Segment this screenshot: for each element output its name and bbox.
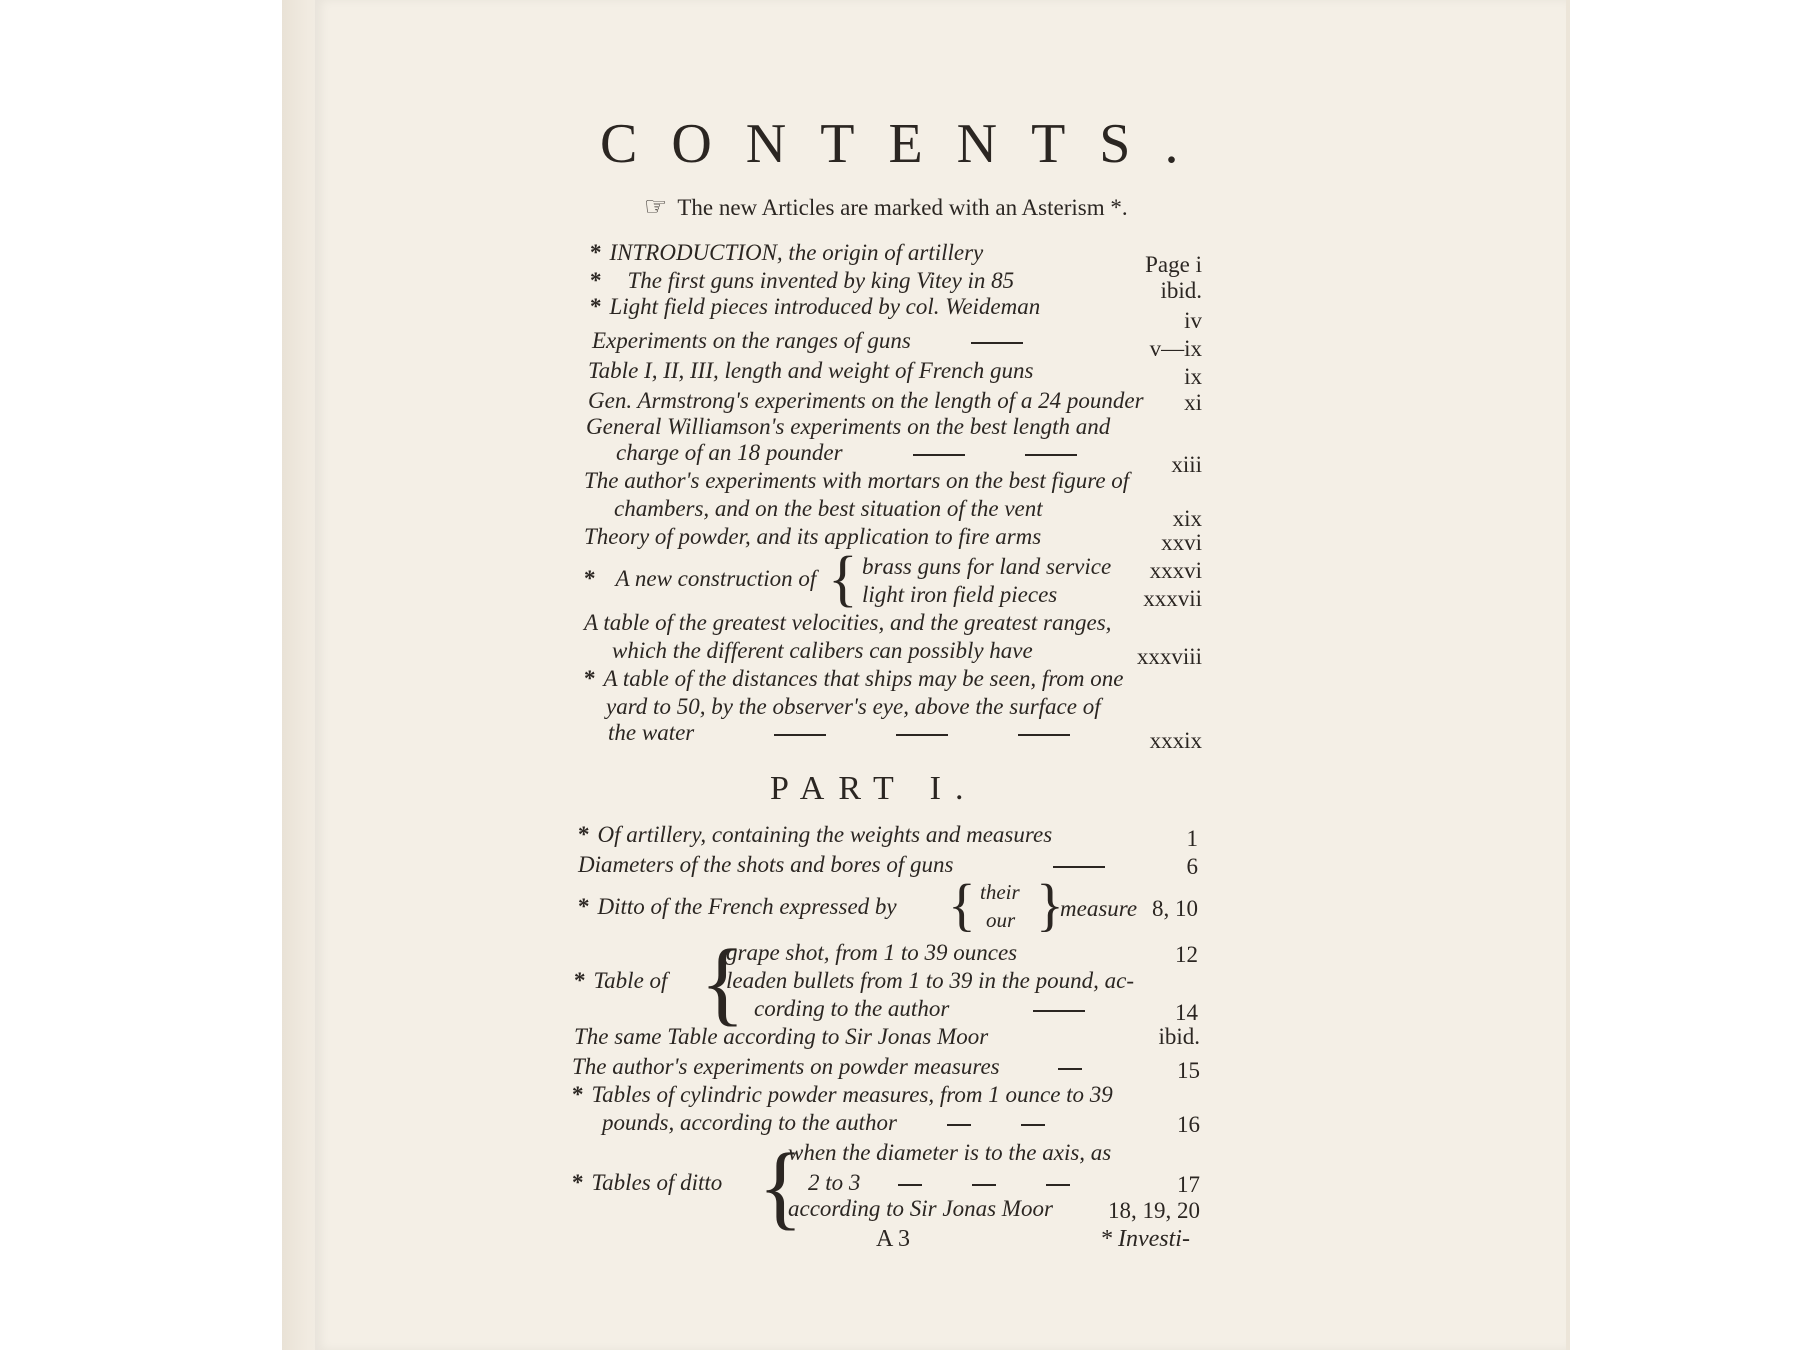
entry-text: A new construction of [615, 566, 817, 591]
toc-entry [616, 440, 1087, 466]
toc-subentry [788, 1140, 1111, 1166]
toc-entry [574, 1024, 988, 1050]
entry-text: INTRODUCTION, the origin of artillery [609, 240, 984, 265]
entry-text: The author's experiments on powder measures [572, 1054, 1000, 1079]
entry-page: ibid. [1160, 278, 1202, 303]
leader-dash [1018, 734, 1070, 736]
entry-text: Ditto of the French expressed by [597, 894, 897, 919]
entry-text: brass guns for land service [862, 554, 1112, 579]
toc-entry: * A new construction of [584, 566, 817, 591]
leader-dash [971, 342, 1023, 344]
entry-text: Diameters of the shots and bores of guns [578, 852, 954, 877]
toc-entry [612, 638, 1033, 664]
leader-dash [913, 454, 965, 456]
entry-text: 2 to 3 [808, 1170, 861, 1195]
entry-text: A table of the greatest velocities, and the greatest ranges, [584, 610, 1112, 635]
entry-page: 17 [1177, 1172, 1200, 1197]
entry-text: Theory of powder, and its application to fire arms [584, 524, 1042, 549]
entry-page: 18, 19, 20 [1108, 1198, 1200, 1223]
entry-page: 15 [1177, 1058, 1200, 1083]
curly-brace: { [700, 931, 746, 1035]
entry-page: xiii [1171, 452, 1202, 477]
toc-entry: * A table of the distances that ships may be seen, from one [584, 666, 1124, 691]
leader-dash [1021, 1124, 1045, 1126]
leader-dash [972, 1184, 996, 1186]
entry-text: cording to the author [754, 996, 950, 1021]
leader-dash [1033, 1010, 1085, 1012]
toc-entry [586, 414, 1110, 440]
toc-entry [584, 468, 1129, 494]
entry-text: Tables of ditto [591, 1170, 723, 1195]
toc-entry [588, 358, 1033, 384]
entry-page: xxxvi [1149, 558, 1202, 583]
entry-text: General Williamson's experiments on the best length and [586, 414, 1111, 439]
entry-page: xxxviii [1136, 644, 1202, 669]
toc-subentry [788, 1196, 1053, 1222]
toc-entry [608, 720, 1080, 746]
leader-dash [898, 1184, 922, 1186]
toc-subentry [862, 582, 1057, 608]
entry-page: 1 [1186, 826, 1198, 851]
asterism-note [644, 192, 1128, 222]
entry-page: xix [1172, 506, 1202, 531]
toc-entry: * Ditto of the French expressed by [578, 894, 897, 919]
entry-page: ix [1184, 364, 1202, 389]
entry-text: the water [608, 720, 695, 745]
entry-page: 6 [1186, 854, 1198, 879]
entry-page: 14 [1175, 1000, 1198, 1025]
leader-dash [1025, 454, 1077, 456]
entry-text: Gen. Armstrong's experiments on the length of a 24 pounder [588, 388, 1144, 413]
entry-text: Table I, II, III, length and weight of French guns [588, 358, 1034, 383]
leader-dash [1058, 1068, 1082, 1070]
entry-text: charge of an 18 pounder [616, 440, 843, 465]
toc-entry [572, 1054, 1092, 1080]
entry-text: pounds, according to the author [602, 1110, 897, 1135]
leader-dash [1053, 866, 1105, 868]
toc-subentry [754, 996, 1095, 1022]
toc-subentry [862, 554, 1111, 580]
leader-dash [896, 734, 948, 736]
toc-entry [578, 852, 1115, 878]
toc-subentry [808, 1170, 1080, 1196]
entry-page: Page i [1145, 252, 1202, 277]
entry-text: yard to 50, by the observer's eye, above the surface of [606, 694, 1101, 719]
toc-subentry: our [986, 908, 1016, 932]
entry-page: 12 [1175, 942, 1198, 967]
curly-brace: { [828, 545, 858, 613]
entry-page: 16 [1177, 1112, 1200, 1137]
toc-entry [592, 328, 1033, 354]
entry-page: iv [1184, 308, 1202, 333]
note-text: The new Articles are marked with an Asterism *. [677, 195, 1128, 220]
leader-dash [947, 1124, 971, 1126]
entry-text: Experiments on the ranges of guns [592, 328, 911, 353]
entry-page: xi [1184, 390, 1202, 415]
entry-page: xxxvii [1143, 586, 1202, 611]
toc-entry [588, 388, 1144, 414]
toc-entry [584, 524, 1041, 550]
curly-brace: } [1036, 872, 1064, 937]
leader-dash [774, 734, 826, 736]
entry-text: Tables of cylindric powder measures, from 1 ounce to 39 [591, 1082, 1113, 1107]
pointing-hand-icon: ☞ [644, 192, 668, 221]
toc-entry [602, 1110, 1055, 1136]
leader-dash [1046, 1184, 1070, 1186]
entry-text: leaden bullets from 1 to 39 in the pound, ac- [726, 968, 1134, 993]
toc-entry [614, 496, 1043, 522]
entry-text: grape shot, from 1 to 39 ounces [726, 940, 1018, 965]
toc-subentry: measure [1060, 896, 1138, 921]
entry-page: ibid. [1158, 1024, 1200, 1049]
entry-text: A table of the distances that ships may be seen, from one [603, 666, 1124, 691]
entry-text: The first guns invented by king Vitey in 85 [627, 268, 1015, 293]
entry-page: xxvi [1161, 530, 1202, 555]
curly-brace: { [948, 872, 976, 937]
entry-text: chambers, and on the best situation of the vent [614, 496, 1043, 521]
page-title: CONTENTS. [600, 113, 1213, 175]
page-edge [1566, 0, 1570, 1350]
toc-entry: * Table of [574, 968, 668, 993]
entry-text: light iron field pieces [862, 582, 1058, 607]
toc-entry: * INTRODUCTION, the origin of artillery [590, 240, 984, 265]
entry-text: The author's experiments with mortars on the best figure of [584, 468, 1130, 493]
entry-text: Light field pieces introduced by col. Weideman [609, 294, 1041, 319]
entry-text: which the different calibers can possibly have [612, 638, 1033, 663]
part-heading: PART I. [770, 770, 978, 807]
entry-text: Of artillery, containing the weights and measures [597, 822, 1053, 847]
toc-entry [584, 610, 1111, 636]
entry-text: according to Sir Jonas Moor [788, 1196, 1053, 1221]
entry-text: when the diameter is to the axis, as [788, 1140, 1112, 1165]
curly-brace: { [758, 1135, 804, 1239]
entry-text: The same Table according to Sir Jonas Moor [574, 1024, 989, 1049]
toc-entry: * Tables of cylindric powder measures, from 1 ounce to 39 [572, 1082, 1113, 1107]
toc-entry: * The first guns invented by king Vitey in 85 [590, 268, 1015, 293]
entry-page: xxxix [1149, 728, 1202, 753]
toc-subentry: their [980, 880, 1020, 904]
entry-page: v—ix [1149, 336, 1202, 361]
entry-page: 8, 10 [1152, 896, 1198, 921]
toc-entry: * Of artillery, containing the weights and measures [578, 822, 1053, 847]
catchword: * Investi- [1100, 1226, 1190, 1252]
toc-entry: * Tables of ditto [572, 1170, 723, 1195]
toc-entry: * Light field pieces introduced by col. Weideman [590, 294, 1041, 319]
toc-subentry [726, 968, 1134, 994]
signature-mark: A 3 [876, 1226, 911, 1252]
toc-subentry [726, 940, 1017, 966]
entry-text: Table of [593, 968, 668, 993]
toc-entry [606, 694, 1101, 720]
